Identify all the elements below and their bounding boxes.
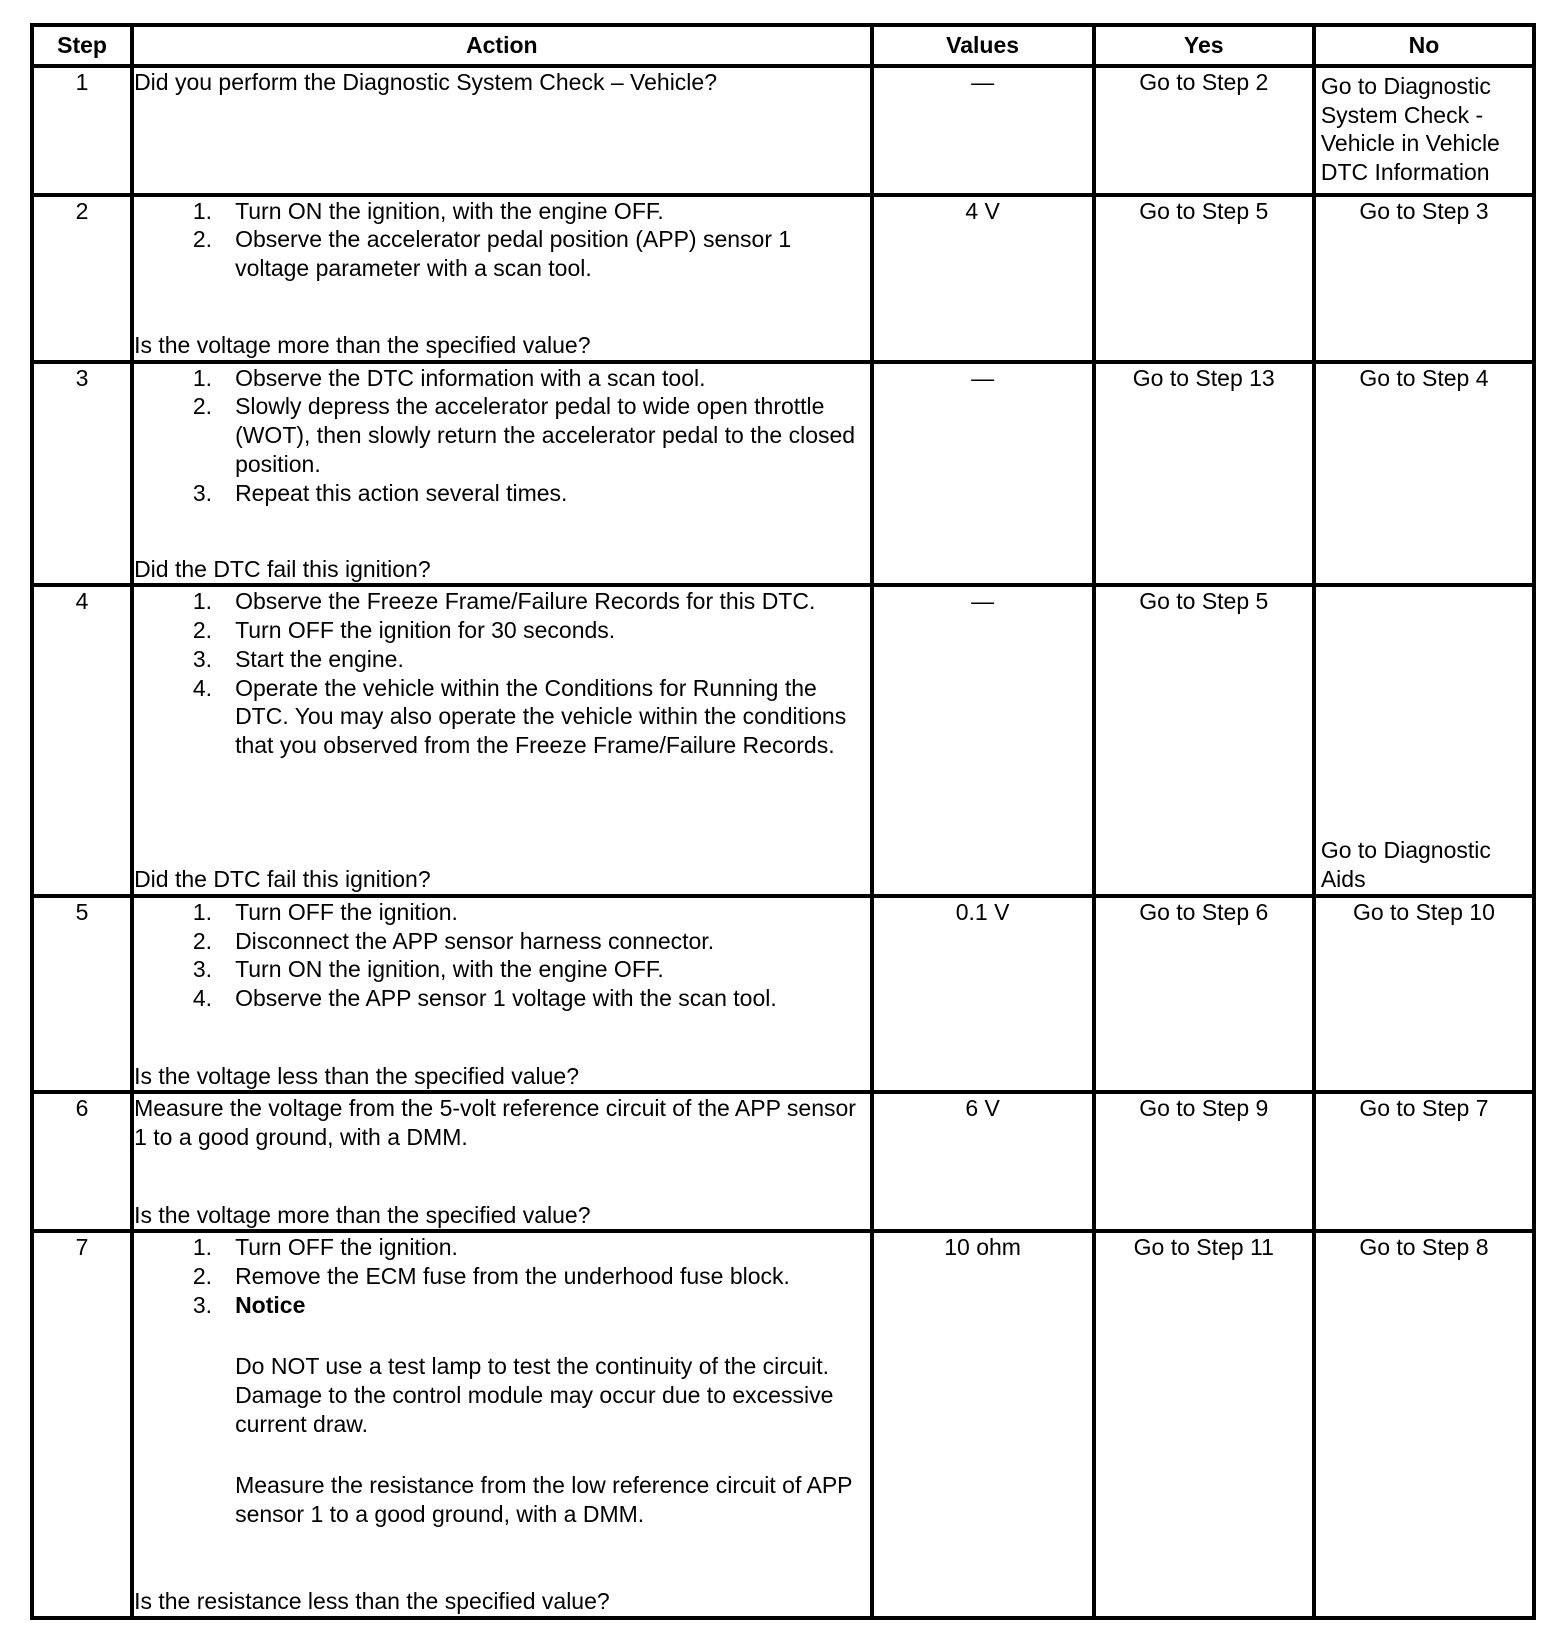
table-row [32,1231,1534,1618]
notice-text: Do NOT use a test lamp to test the continuity of the circuit. Damage to the control module may occur due to excessive current draw. [235,1353,834,1437]
no-cell: Go to Diagnostic Aids [1314,585,1534,895]
header-action: Action [132,25,871,66]
step-number: 5 [32,896,132,1092]
action-steps [134,587,869,759]
action-question: Is the resistance less than the specified value? [134,1588,610,1615]
header-row [32,25,1534,66]
value-cell: 6 V [872,1092,1094,1231]
action-cell [132,896,871,1092]
header-step: Step [32,25,132,66]
list-item: 3. Start the engine. [192,645,404,672]
yes-cell: Go to Step 5 [1094,195,1314,362]
action-text: Measure the voltage from the 5-volt reference circuit of the APP sensor 1 to a good ground, with a DMM. [134,1095,856,1150]
list-item: 2. Slowly depress the accelerator pedal to wide open throttle (WOT), then slowly return the accelerator pedal to the closed position. [192,393,856,477]
list-item: 1. Observe the Freeze Frame/Failure Records for this DTC. [192,588,816,615]
value-cell: 10 ohm [872,1231,1094,1618]
list-item: 4. Operate the vehicle within the Conditions for Running the DTC. You may also operate the vehicle within the conditions that you observed from the Freeze Frame/Failure Records. [192,674,847,758]
table-row [32,1092,1534,1231]
action-steps [134,197,869,283]
notice-label: Notice [235,1291,306,1318]
yes-cell: Go to Step 9 [1094,1092,1314,1231]
list-item: 1. Turn ON the ignition, with the engine OFF. [192,197,664,224]
step-number: 4 [32,585,132,895]
measure-text: Measure the resistance from the low reference circuit of APP sensor 1 to a good ground, with a DMM. [235,1472,853,1528]
value-cell: — [872,66,1094,195]
action-cell [132,66,871,195]
action-cell [132,1231,871,1618]
value-cell: — [872,362,1094,586]
table-row [32,896,1534,1092]
list-item: 4. Observe the APP sensor 1 voltage with the scan tool. [192,984,777,1011]
no-cell: Go to Step 7 [1314,1092,1534,1231]
action-cell [132,362,871,586]
header-yes: Yes [1094,25,1314,66]
list-item: 2. Disconnect the APP sensor harness connector. [192,927,715,954]
action-question: Is the voltage more than the specified value? [134,1201,591,1228]
yes-cell: Go to Step 5 [1094,585,1314,895]
action-question: Is the voltage more than the specified value? [134,332,591,359]
action-question: Did the DTC fail this ignition? [134,555,431,582]
header-values: Values [872,25,1094,66]
action-cell [132,195,871,362]
yes-cell: Go to Step 6 [1094,896,1314,1092]
yes-cell: Go to Step 13 [1094,362,1314,586]
value-cell: 0.1 V [872,896,1094,1092]
no-cell: Go to Step 3 [1314,195,1534,362]
action-steps [134,898,869,1013]
action-question: Is the voltage less than the specified value? [134,1062,580,1089]
yes-cell: Go to Step 11 [1094,1231,1314,1618]
no-cell: Go to Step 8 [1314,1231,1534,1618]
list-item: 2. Observe the accelerator pedal position (APP) sensor 1 voltage parameter with a scan tool. [192,226,792,281]
action-cell [132,1092,871,1231]
diagnostic-table [30,23,1536,1620]
step-number: 3 [32,362,132,586]
action-text: Did you perform the Diagnostic System Check – Vehicle? [134,69,718,95]
table-row [32,195,1534,362]
no-cell: Go to Step 4 [1314,362,1534,586]
action-steps [134,1233,869,1529]
action-cell [132,585,871,895]
action-question: Did the DTC fail this ignition? [134,866,431,893]
action-steps [134,364,869,508]
value-cell: 4 V [872,195,1094,362]
table-row [32,362,1534,586]
no-cell: Go to Step 10 [1314,896,1534,1092]
step-number: 2 [32,195,132,362]
step-number: 7 [32,1231,132,1618]
list-item: 1. Turn OFF the ignition. [192,1234,458,1261]
list-item: 3. Notice Do NOT use a test lamp to test the continuity of the circuit. Damage to the control module may occur due to excessive current draw. Measure the resistance from the low reference circuit of APP sensor 1 to a good ground, with a DMM. [134,1291,869,1529]
table-row [32,585,1534,895]
list-item: 2. Remove the ECM fuse from the underhood fuse block. [192,1262,790,1289]
list-item: 1. Observe the DTC information with a scan tool. [192,364,706,391]
list-item: 1. Turn OFF the ignition. [192,898,458,925]
list-item: 3. Repeat this action several times. [192,479,568,506]
no-cell: Go to Diagnostic System Check - Vehicle in Vehicle DTC Information [1314,66,1534,195]
value-cell: — [872,585,1094,895]
table-row [32,66,1534,195]
step-number: 1 [32,66,132,195]
list-item: 2. Turn OFF the ignition for 30 seconds. [192,617,616,644]
yes-cell: Go to Step 2 [1094,66,1314,195]
header-no: No [1314,25,1534,66]
list-item: 3. Turn ON the ignition, with the engine OFF. [192,956,664,983]
step-number: 6 [32,1092,132,1231]
